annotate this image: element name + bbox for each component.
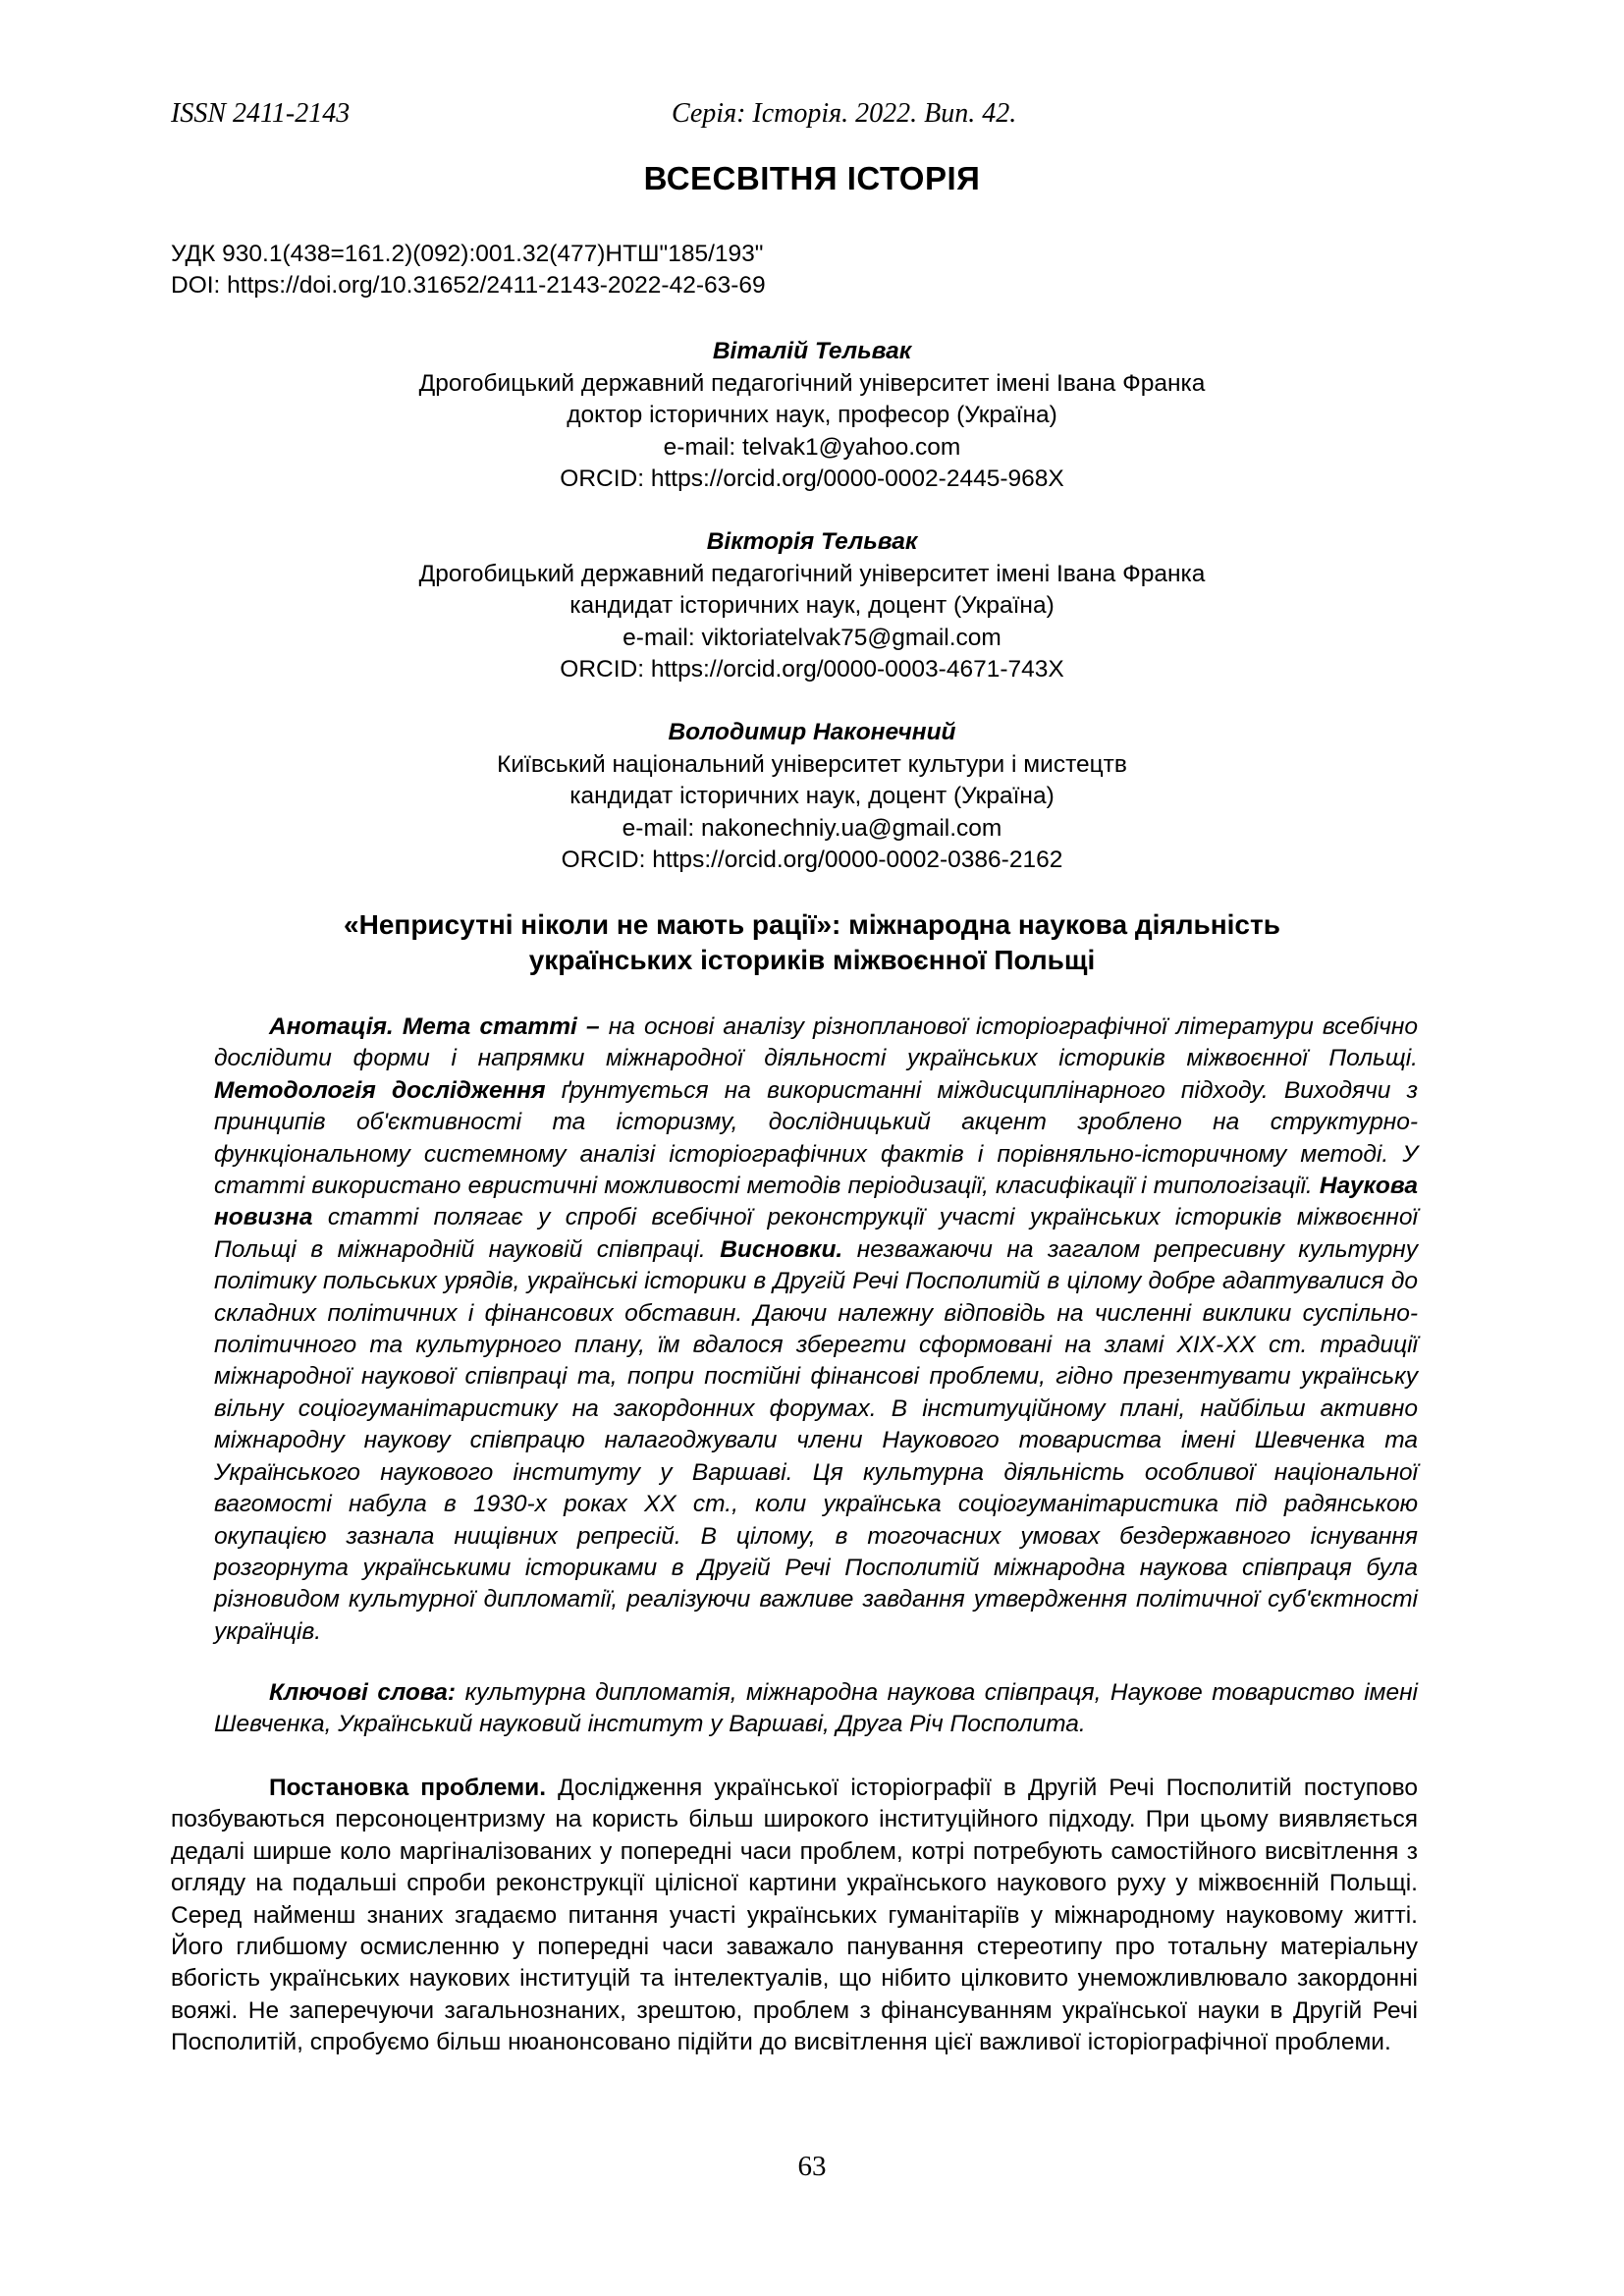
page-number: 63 [797,2151,827,2182]
author-orcid[interactable]: ORCID: https://orcid.org/0000-0002-0386-2162 [561,847,1063,873]
abstract-text: ґрунтується на використанні міждисциплінарного підходу. Виходячи з принципів об'єктивності та історизму, дослідницький акцент зроблено на структурно-функціональному системному аналізі історіографічних фактів і порівняльно-історичному методі. У статті використано евристичні можливості методів періодизації, класифікації і типологізації. [214,1076,1418,1200]
novelty-label: Наукова новизна [214,1173,1418,1231]
udc-block [171,239,766,301]
abstract [214,1011,1418,1648]
author-degree: кандидат історичних наук, доцент (Україна) [569,783,1055,809]
doi-link[interactable]: DOI: https://doi.org/10.31652/2411-2143-2022-42-63-69 [171,272,766,299]
article-title [0,907,1624,978]
problem-statement-label: Постановка проблеми. [269,1775,547,1801]
author-block [0,717,1624,877]
abstract-text: незважаючи на загалом репресивну культурну політику польських урядів, українські історики в Другій Речі Посполитій в цілому добре адаптувалися до складних політичних і фінансових обставин. Даючи належну відповідь на численні виклики суспільно-політичного та культурного плану, їм вдалося зберегти сформовані на зламі XIX-XX ст. традиції міжнародної наукової співпраці та, попри постійні фінансові проблеми, гідно презентувати українську вільну соціогуманітаристику на закордонних форумах. В інституційному плані, найбільш активно міжнародну наукову співпрацю налагоджували члени Наукового товариства імені Шевченка та Українського наукового інституту у Варшаві. Ця культурна діяльність особливої національної вагомості набула в 1930-х роках XX ст., коли українська соціогуманітаристика під радянською окупацією зазнала нищівних репресій. В цілому, в тогочасних умовах бездержавного існування розгорнута українськими істориками в Другій Речі Посполитій міжнародна наукова співпраця була різновидом культурної дипломатії, реалізуючи важливе завдання утвердження політичної суб'єктності українців. [214,1235,1418,1645]
running-header [171,98,1453,137]
author-email[interactable]: e-mail: nakonechniy.ua@gmail.com [622,814,1002,842]
article-title-line: українських істориків міжвоєнної Польщі [528,945,1096,975]
abstract-text: на основі аналізу різнопланової історіографічної літератури всебічно дослідити форми і напрямки міжнародної діяльності українських істориків міжвоєнної Польщі. [214,1013,1418,1072]
author-affiliation: Дрогобицький державний педагогічний університет імені Івана Франка [418,560,1206,587]
conclusions-label: Висновки. [720,1235,843,1263]
author-block [0,336,1624,496]
author-affiliation: Київський національний університет культури і мистецтв [497,750,1127,778]
author-affiliation: Дрогобицький державний педагогічний університет імені Івана Франка [418,369,1206,397]
body-text: Дослідження української історіографії в Другій Речі Посполитій поступово позбуваються персоноцентризму на користь більш широкого інституційного підходу. При цьому виявляється дедалі ширше коло маргіналізованих у попередні часи проблем, котрі потребують самостійного висвітлення з огляду на подальші спроби реконструкції цілісної картини українського наукового руху у міжвоєнній Польщі. Серед найменш знаних згадаємо питання участі українських гуманітаріїв у міжнародному науковому житті. Його глибшому осмисленню у попередні часи заважало панування стереотипу про тотальну матеріальну вбогість українських наукових інституцій та інтелектуалів, що нібито цілковито унеможливлювало закордонні вояжі. Не заперечуючи загальнознаних, зрештою, проблем з фінансуванням української науки в Другій Речі Посполитій, спробуємо більш нюанонсовано підійти до висвітлення цієї важливої історіографічної проблеми. [171,1775,1418,2056]
keywords-text: культурна дипломатія, міжнародна наукова співпраця, Наукове товариство імені Шевченка, Український науковий інститут у Варшаві, Друга Річ Посполита. [214,1679,1418,1738]
author-name: Віталій Тельвак [712,338,912,364]
article-title-line: «Неприсутні ніколи не мають рації»: міжнародна наукова діяльність [344,909,1280,940]
author-email[interactable]: e-mail: telvak1@yahoo.com [663,433,961,461]
udc-code: УДК 930.1(438=161.2)(092):001.32(477)НТШ"185/193" [171,241,764,267]
author-degree: доктор історичних наук, професор (Україна) [567,402,1057,428]
series-label: Серія: Історія. 2022. Вип. 42. [672,98,1017,129]
author-block [0,526,1624,686]
author-degree: кандидат історичних наук, доцент (Україна) [569,592,1055,619]
abstract-text: статті полягає у спробі всебічної реконструкції участі українських істориків міжвоєнної Польщі в міжнародній науковій співпраці. [214,1204,1418,1263]
issn-label: ISSN 2411-2143 [171,98,351,129]
section-title: ВСЕСВІТНЯ ІСТОРІЯ [643,160,981,196]
body-paragraph [171,1773,1418,2059]
keywords-label: Ключові слова: [269,1679,457,1706]
author-email[interactable]: e-mail: viktoriatelvak75@gmail.com [623,624,1001,651]
author-orcid[interactable]: ORCID: https://orcid.org/0000-0002-2445-968X [560,465,1064,492]
author-orcid[interactable]: ORCID: https://orcid.org/0000-0003-4671-743X [560,656,1064,683]
keywords [214,1677,1418,1741]
methodology-label: Методологія дослідження [214,1076,546,1104]
author-name: Володимир Наконечний [668,719,956,745]
abstract-label: Анотація. Мета статті – [269,1013,600,1040]
author-name: Вікторія Тельвак [706,528,918,555]
